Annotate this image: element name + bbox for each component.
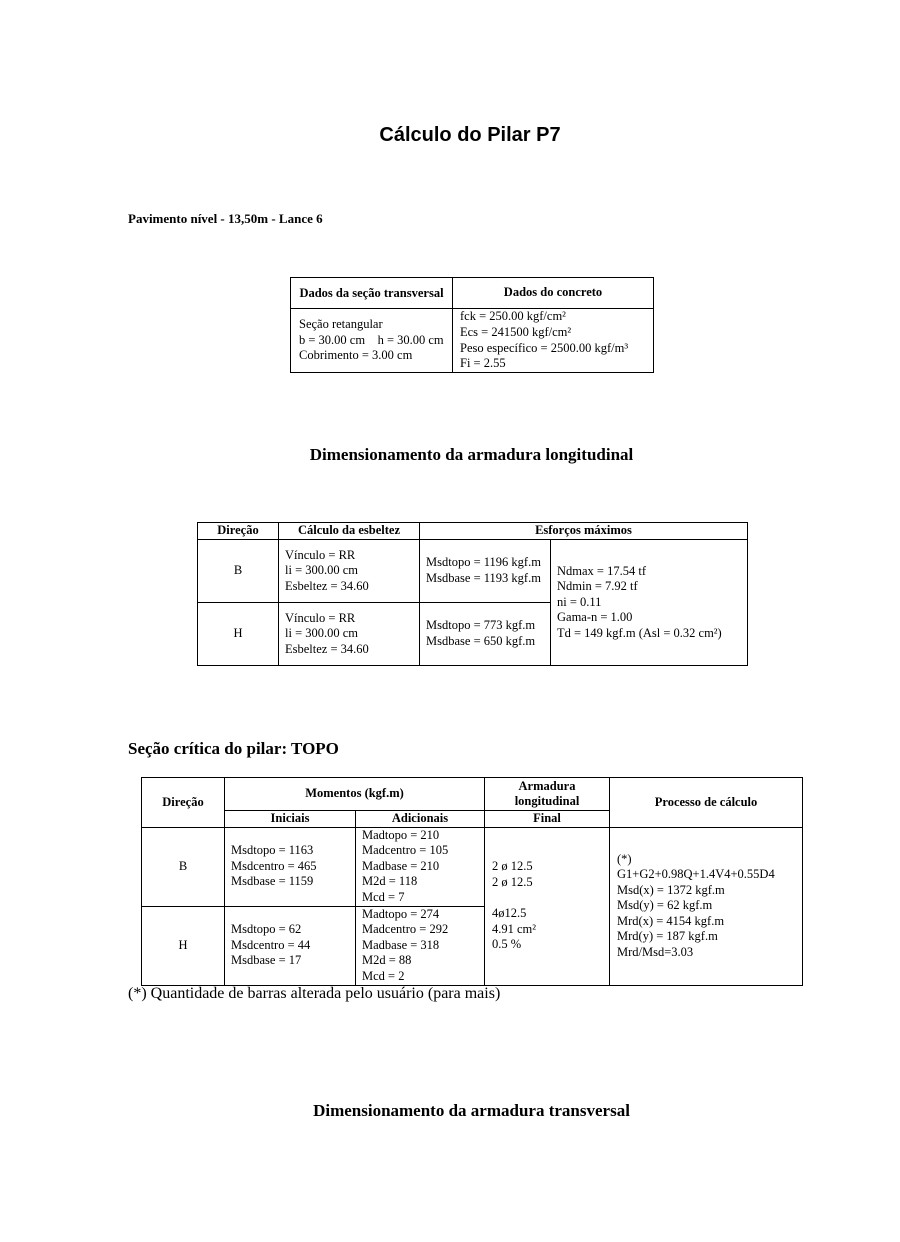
iniciais-line: Msdcentro = 465 bbox=[231, 858, 317, 873]
concreto-line: Fi = 2.55 bbox=[460, 356, 506, 371]
processo-line: Msd(y) = 62 kgf.m bbox=[617, 898, 713, 913]
header-direcao: Direção bbox=[142, 778, 225, 828]
header-iniciais: Iniciais bbox=[225, 811, 356, 828]
esbeltez-line: Vínculo = RR bbox=[285, 547, 356, 562]
adicionais-line: Mcd = 2 bbox=[362, 968, 405, 983]
direction-cell: B bbox=[142, 827, 225, 906]
concreto-cell bbox=[453, 309, 654, 373]
processo-line: Mrd(y) = 187 kgf.m bbox=[617, 929, 718, 944]
direction-cell: H bbox=[198, 603, 279, 666]
adicionais-line: Madtopo = 274 bbox=[362, 906, 440, 921]
iniciais-line: Msdtopo = 62 bbox=[231, 922, 302, 937]
header-concreto: Dados do concreto bbox=[453, 278, 654, 309]
esbeltez-line: li = 300.00 cm bbox=[285, 626, 359, 641]
adicionais-line: Mcd = 7 bbox=[362, 889, 405, 904]
adicionais-cell bbox=[356, 827, 485, 906]
direction-cell: H bbox=[142, 906, 225, 985]
header-processo: Processo de cálculo bbox=[610, 778, 803, 828]
esforcos-line: Gama-n = 1.00 bbox=[557, 610, 633, 625]
header-secao: Dados da seção transversal bbox=[291, 278, 453, 309]
header-direcao: Direção bbox=[198, 523, 279, 540]
iniciais-line: Msdbase = 17 bbox=[231, 953, 302, 968]
esforcos-line: Ndmin = 7.92 tf bbox=[557, 579, 638, 594]
critica-table bbox=[141, 777, 803, 986]
header-esforcos: Esforços máximos bbox=[420, 523, 748, 540]
esbeltez-line: li = 300.00 cm bbox=[285, 563, 359, 578]
secao-line: Cobrimento = 3.00 cm bbox=[299, 348, 413, 363]
adicionais-line: M2d = 88 bbox=[362, 953, 412, 968]
esbeltez-cell bbox=[279, 540, 420, 603]
pavimento-label: Pavimento nível - 13,50m - Lance 6 bbox=[128, 211, 323, 226]
critica-heading: Seção crítica do pilar: TOPO bbox=[128, 739, 339, 758]
msd-cell: Msdtopo = 773 kgf.m Msdbase = 650 kgf.m bbox=[420, 603, 551, 666]
secao-line: b = 30.00 cm h = 30.00 cm bbox=[299, 332, 444, 347]
direction-cell: B bbox=[198, 540, 279, 603]
iniciais-line: Msdcentro = 44 bbox=[231, 937, 311, 952]
armadura-line bbox=[492, 891, 602, 907]
esbeltez-line: Esbeltez = 34.60 bbox=[285, 641, 369, 656]
armadura-line: 2 ø 12.5 bbox=[492, 874, 533, 889]
iniciais-line: Msdtopo = 1163 bbox=[231, 843, 314, 858]
secao-line: Seção retangular bbox=[299, 317, 383, 332]
section-data-table bbox=[290, 277, 654, 373]
header-momentos: Momentos (kgf.m) bbox=[225, 778, 485, 811]
adicionais-line: Madtopo = 210 bbox=[362, 827, 440, 842]
processo-line: (*) bbox=[617, 851, 632, 866]
concreto-line: Ecs = 241500 kgf/cm² bbox=[460, 324, 572, 339]
footnote: (*) Quantidade de barras alterada pelo usuário (para mais) bbox=[128, 985, 501, 1002]
esforcos-line: Td = 149 kgf.m (Asl = 0.32 cm²) bbox=[557, 625, 722, 640]
header-armadura: Armadura longitudinal bbox=[485, 778, 610, 811]
esbeltez-cell bbox=[279, 603, 420, 666]
adicionais-line: Madcentro = 105 bbox=[362, 843, 449, 858]
armadura-cell bbox=[485, 827, 610, 985]
adicionais-line: M2d = 118 bbox=[362, 874, 418, 889]
transv-heading: Dimensionamento da armadura transversal bbox=[313, 1101, 630, 1120]
concreto-line: Peso específico = 2500.00 kgf/m³ bbox=[460, 340, 629, 355]
header-esbeltez: Cálculo da esbeltez bbox=[279, 523, 420, 540]
header-final: Final bbox=[485, 811, 610, 828]
processo-line: Msd(x) = 1372 kgf.m bbox=[617, 882, 725, 897]
iniciais-cell bbox=[225, 827, 356, 906]
esbeltez-table bbox=[197, 522, 748, 666]
processo-line: Mrd/Msd=3.03 bbox=[617, 945, 694, 960]
iniciais-line: Msdbase = 1159 bbox=[231, 874, 314, 889]
esforcos-line: Ndmax = 17.54 tf bbox=[557, 563, 646, 578]
long-heading: Dimensionamento da armadura longitudinal bbox=[309, 445, 634, 464]
msd-cell: Msdtopo = 1196 kgf.m Msdbase = 1193 kgf.m bbox=[420, 540, 551, 603]
armadura-line: 4.91 cm² bbox=[492, 921, 537, 936]
esbeltez-line: Vínculo = RR bbox=[285, 610, 356, 625]
adicionais-line: Madcentro = 292 bbox=[362, 922, 449, 937]
adicionais-line: Madbase = 210 bbox=[362, 858, 440, 873]
page-title: Cálculo do Pilar P7 bbox=[379, 124, 561, 146]
secao-cell bbox=[291, 309, 453, 373]
armadura-line: 2 ø 12.5 bbox=[492, 859, 533, 874]
esbeltez-line: Esbeltez = 34.60 bbox=[285, 578, 369, 593]
iniciais-cell bbox=[225, 906, 356, 985]
adicionais-cell bbox=[356, 906, 485, 985]
header-adicionais: Adicionais bbox=[356, 811, 485, 828]
esforcos-line: ni = 0.11 bbox=[557, 594, 602, 609]
concreto-line: fck = 250.00 kgf/cm² bbox=[460, 309, 566, 324]
processo-cell bbox=[610, 827, 803, 985]
armadura-line: 0.5 % bbox=[492, 937, 522, 952]
esforcos-cell bbox=[551, 540, 748, 666]
processo-line: Mrd(x) = 4154 kgf.m bbox=[617, 913, 725, 928]
adicionais-line: Madbase = 318 bbox=[362, 937, 440, 952]
processo-line: G1+G2+0.98Q+1.4V4+0.55D4 bbox=[617, 867, 775, 882]
armadura-line: 4ø12.5 bbox=[492, 906, 527, 921]
